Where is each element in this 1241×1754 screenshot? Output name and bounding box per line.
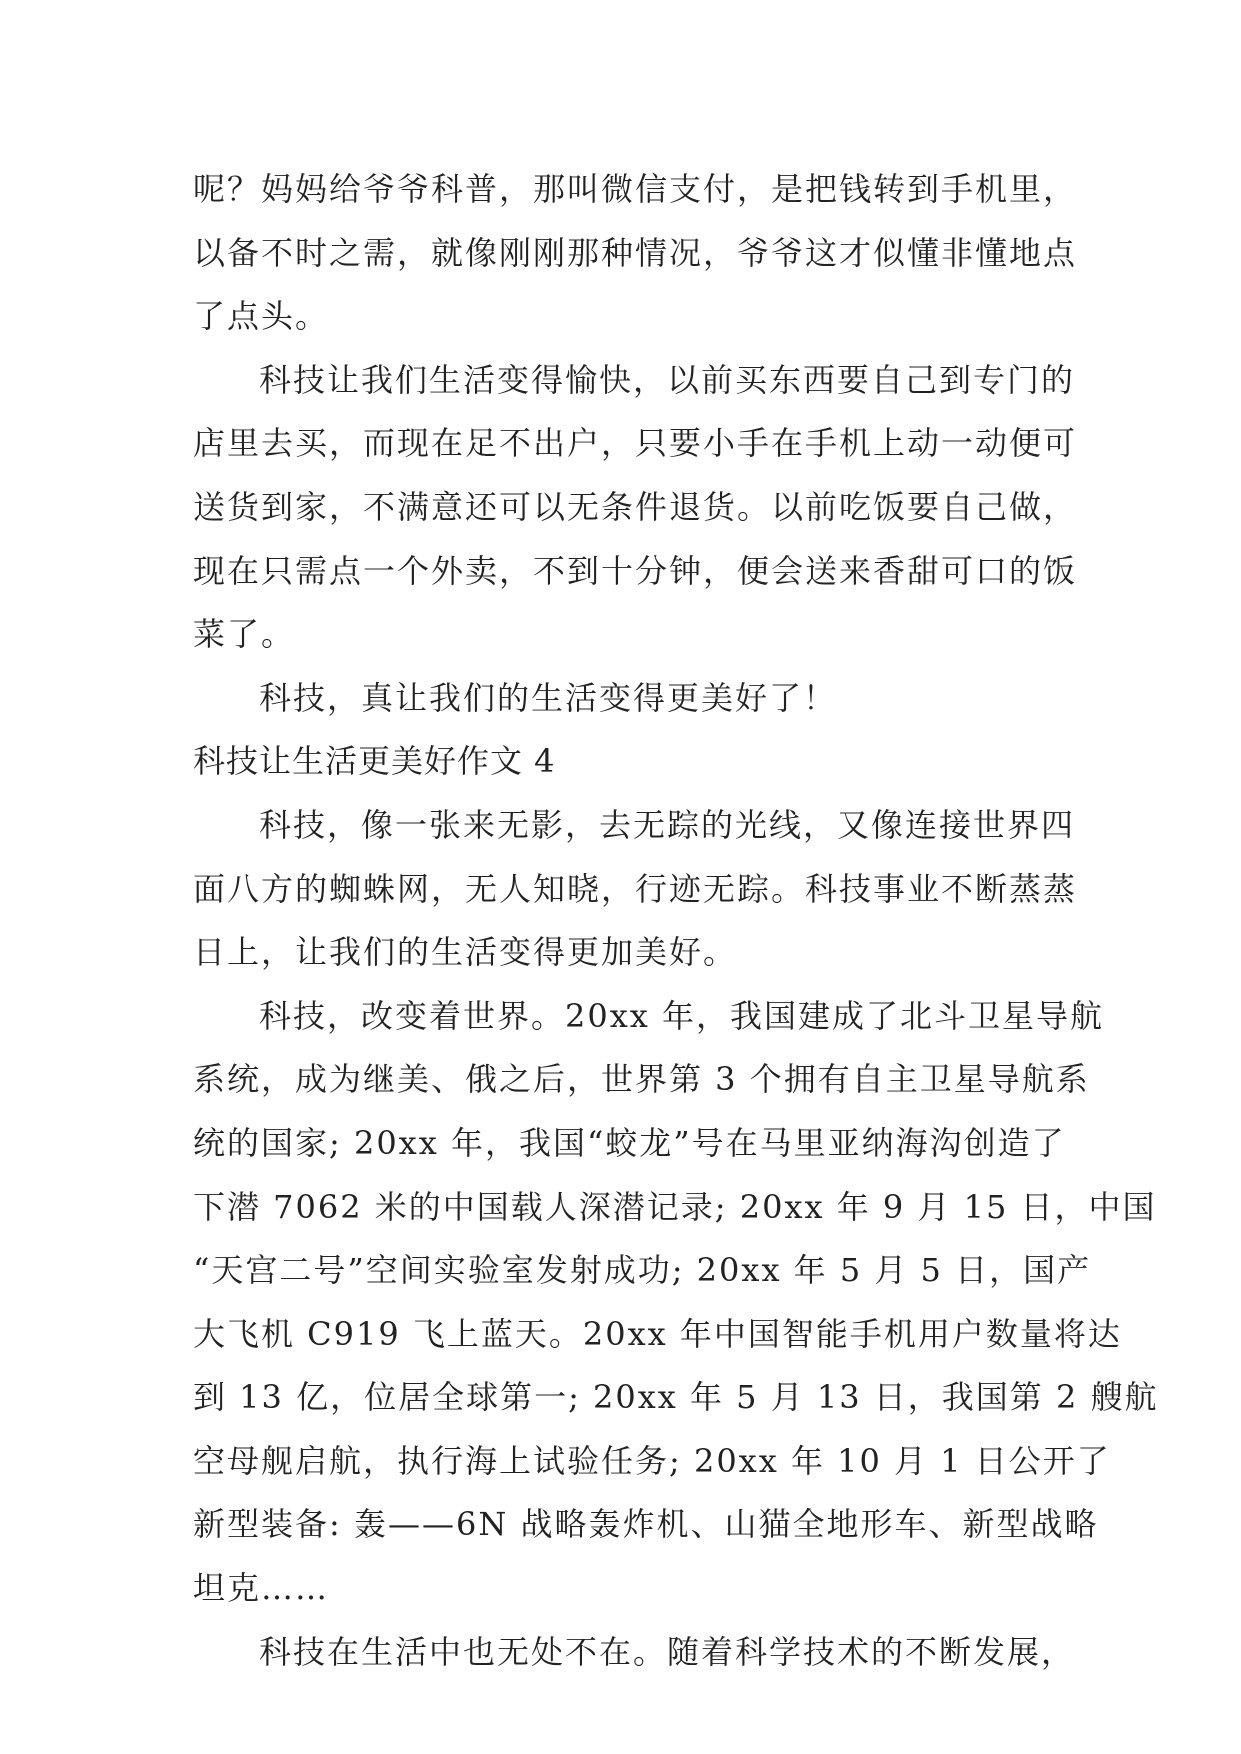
text-line: 坦克……: [193, 1569, 330, 1608]
text-line: 现在只需点一个外卖，不到十分钟，便会送来香甜可口的饭: [193, 551, 1078, 590]
paragraph-first-line: 科技，像一张来无影，去无踪的光线，又像连接世界四: [259, 805, 1076, 844]
text-line: 大飞机 C919 飞上蓝天。20xx 年中国智能手机用户数量将达: [193, 1314, 1122, 1353]
paragraph-first-line: 科技让我们生活变得愉快，以前买东西要自己到专门的: [259, 360, 1076, 399]
text-line: 送货到家，不满意还可以无条件退货。以前吃饭要自己做，: [193, 487, 1078, 526]
paragraph-first-line: 科技，真让我们的生活变得更美好了！: [259, 678, 838, 717]
text-line: 下潜 7062 米的中国载人深潜记录; 20xx 年 9 月 15 日，中国: [193, 1187, 1157, 1226]
text-line: 到 13 亿，位居全球第一; 20xx 年 5 月 13 日，我国第 2 艘航: [193, 1378, 1159, 1417]
text-line: 店里去买，而现在足不出户，只要小手在手机上动一动便可: [193, 424, 1078, 463]
text-line: 系统，成为继美、俄之后，世界第 3 个拥有自主卫星导航系: [193, 1060, 1090, 1099]
text-line: 空母舰启航，执行海上试验任务; 20xx 年 10 月 1 日公开了: [193, 1441, 1111, 1480]
text-line: 了点头。: [193, 297, 330, 336]
text-line: 面八方的蜘蛛网，无人知晓，行迹无踪。科技事业不断蒸蒸: [193, 869, 1078, 908]
text-line: 呢？妈妈给爷爷科普，那叫微信支付，是把钱转到手机里，: [193, 170, 1078, 208]
text-line: 菜了。: [193, 615, 296, 654]
text-line: 新型装备: 轰——6N 战略轰炸机、山猫全地形车、新型战略: [193, 1505, 1099, 1544]
text-line: 日上，让我们的生活变得更加美好。: [193, 933, 738, 972]
text-line: 统的国家; 20xx 年，我国“蛟龙”号在马里亚纳海沟创造了: [193, 1123, 1066, 1162]
section-heading: 科技让生活更美好作文 4: [193, 742, 556, 781]
paragraph-first-line: 科技在生活中也无处不在。随着科学技术的不断发展，: [259, 1632, 1076, 1671]
document-body: [193, 158, 1159, 1684]
paragraph-first-line: 科技，改变着世界。20xx 年，我国建成了北斗卫星导航: [259, 996, 1104, 1035]
text-line: “天宫二号”空间实验室发射成功; 20xx 年 5 月 5 日，国产: [193, 1251, 1092, 1290]
text-line: 以备不时之需，就像刚刚那种情况，爷爷这才似懂非懂地点: [193, 233, 1078, 272]
